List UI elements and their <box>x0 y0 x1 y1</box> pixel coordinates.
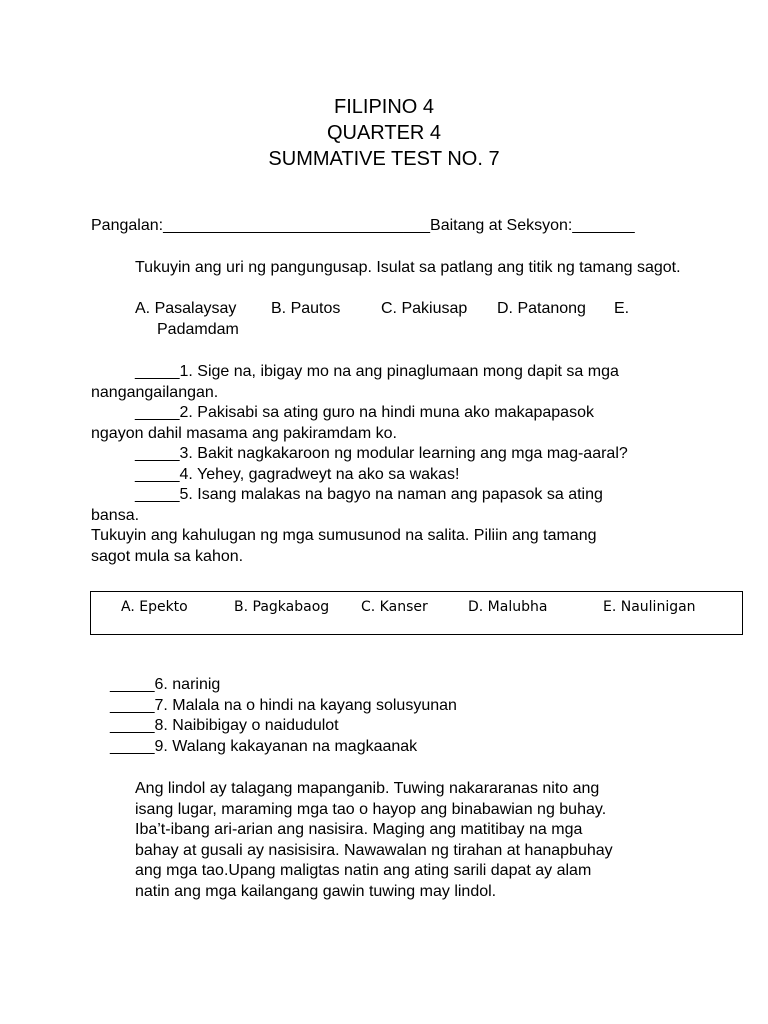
item-1: _____1. Sige na, ibigay mo na ang pinaglumaan mong dapit sa mga <box>135 363 619 380</box>
reading-passage <box>135 779 675 902</box>
choice-b: B. Pautos <box>271 300 341 317</box>
box-choice-b: B. Pagkabaog <box>234 599 330 615</box>
part2-instruction: Tukuyin ang kahulugan ng mga sumusunod na salita. Piliin ang tamang <box>91 527 597 544</box>
choices-box <box>90 591 743 635</box>
item-4: _____4. Yehey, gagradweyt na ako sa wakas! <box>135 465 460 483</box>
item-5-continued: bansa. <box>91 506 140 524</box>
choice-e-word: Padamdam <box>157 321 239 338</box>
choice-e-prefix: E. <box>614 300 630 317</box>
item-3: _____3. Bakit nagkakaroon ng modular learning ang mga mag-aaral? <box>135 445 628 462</box>
subject-title: FILIPINO 4 <box>333 96 435 118</box>
item-1-continued: nangangailangan. <box>91 383 219 401</box>
item-6: _____6. narinig <box>110 676 221 693</box>
item-8: _____8. Naibibigay o naidudulot <box>110 717 339 734</box>
box-choice-d: D. Malubha <box>468 599 548 615</box>
part2-items <box>110 675 457 757</box>
part2-instruction-continued: sagot mula sa kahon. <box>91 547 244 565</box>
box-choice-e: E. Naulinigan <box>603 599 696 615</box>
part1-choices <box>135 299 629 320</box>
choice-c: C. Pakiusap <box>381 300 468 317</box>
item-7: _____7. Malala na o hindi na kayang solusyunan <box>110 696 457 714</box>
box-choice-c: C. Kanser <box>361 599 428 615</box>
passage-line: isang lugar, maraming mga tao o hayop ang binabawian ng buhay. <box>135 800 607 818</box>
choice-a: A. Pasalaysay <box>135 300 237 317</box>
passage-line: Iba’t-ibang ari-arian ang nasisira. Maging ang matitibay na mga <box>135 821 583 838</box>
passage-line: ang mga tao.Upang maligtas natin ang ating sarili dapat ay alam <box>135 862 592 879</box>
part1-instruction: Tukuyin ang uri ng pangungusap. Isulat sa patlang ang titik ng tamang sagot. <box>135 259 681 276</box>
title-block <box>0 94 768 172</box>
item-2: _____2. Pakisabi sa ating guro na hindi muna ako makapapasok <box>135 404 594 421</box>
quarter-title: QUARTER 4 <box>326 122 442 144</box>
student-info-line: Pangalan:______________________________Baitang at Seksyon:_______ <box>91 217 635 234</box>
passage-line: Ang lindol ay talagang mapanganib. Tuwing nakararanas nito ang <box>135 780 600 797</box>
item-9: _____9. Walang kakayanan na magkaanak <box>110 737 418 755</box>
item-5: _____5. Isang malakas na bagyo na naman ang papasok sa ating <box>135 486 603 503</box>
passage-line: natin ang mga kailangang gawin tuwing may lindol. <box>135 882 497 900</box>
choice-d: D. Patanong <box>497 300 586 317</box>
box-choice-a: A. Epekto <box>121 599 188 615</box>
item-2-continued: ngayon dahil masama ang pakiramdam ko. <box>91 424 397 442</box>
part1-items <box>91 362 711 567</box>
test-title: SUMMATIVE TEST NO. 7 <box>268 148 500 170</box>
passage-line: bahay at gusali ay nasisisira. Nawawalan ng tirahan at hanapbuhay <box>135 841 613 859</box>
